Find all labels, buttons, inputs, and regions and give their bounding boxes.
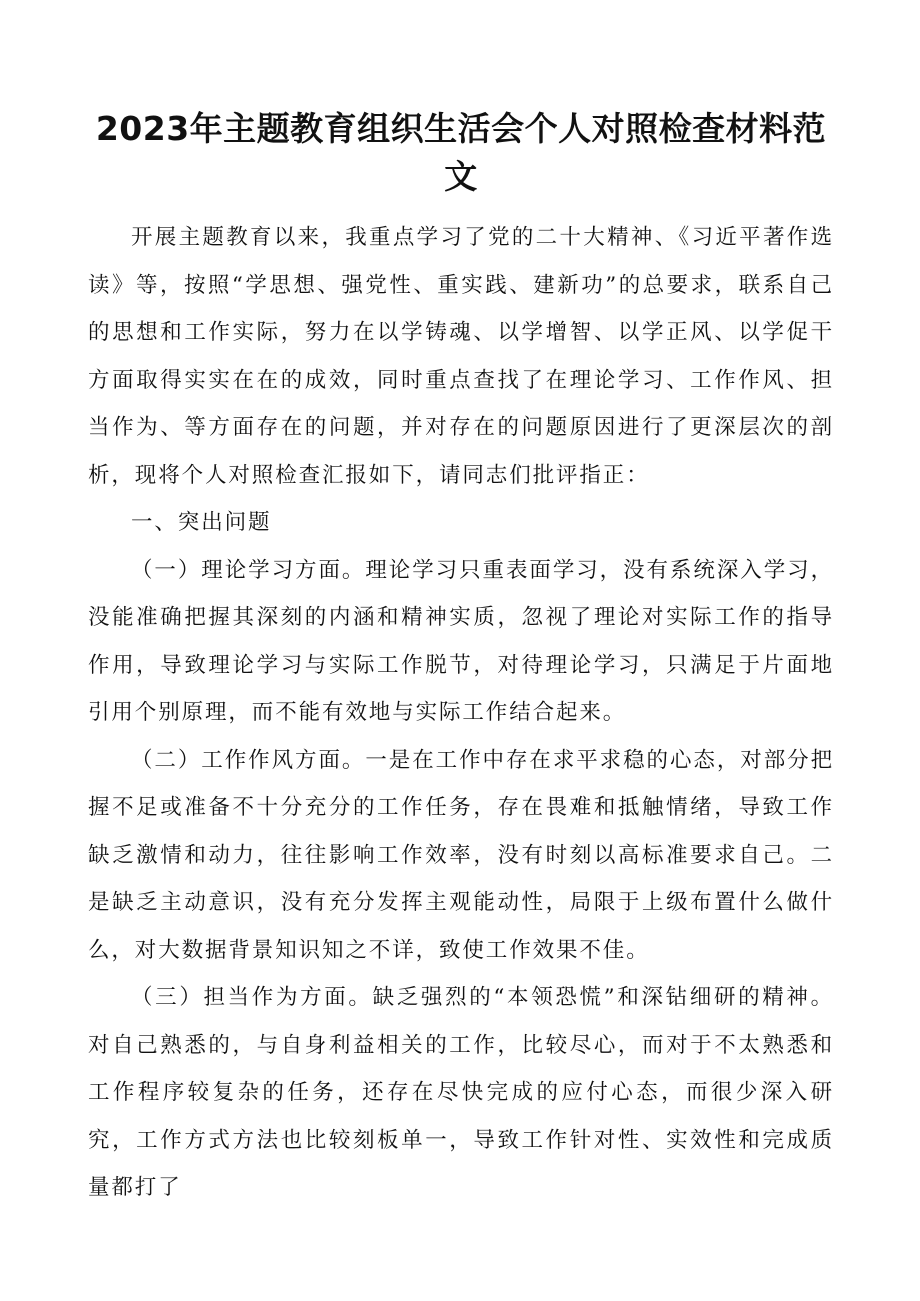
paragraph-theory-study: （一）理论学习方面。理论学习只重表面学习，没有系统深入学习，没能准确把握其深刻的内涵和精神实质，忽视了理论对实际工作的指导作用，导致理论学习与实际工作脱节，对待理论学习，只满足于片面地引用个别原理，而不能有效地与实际工作结合起来。 bbox=[88, 557, 834, 725]
section-heading: 一、突出问题 bbox=[131, 510, 272, 535]
paragraph-work-style: （二）工作作风方面。一是在工作中存在求平求稳的心态，对部分把握不足或准备不十分充分的工作任务，存在畏难和抵触情绪，导致工作缺乏激情和动力，往往影响工作效率，没有时刻以高标准要求自己。二是缺乏主动意识，没有充分发挥主观能动性，局限于上级布置什么做什么，对大数据背景知识知之不详，致使工作效果不佳。 bbox=[88, 747, 834, 963]
paragraph-responsibility: （三）担当作为方面。缺乏强烈的“本领恐慌”和深钻细研的精神。对自己熟悉的，与自身利益相关的工作，比较尽心，而对于不太熟悉和工作程序较复杂的任务，还存在尽快完成的应付心态，而很少深入研究，工作方式方法也比较刻板单一，导致工作针对性、实效性和完成质量都打了 bbox=[88, 985, 834, 1200]
intro-paragraph: 开展主题教育以来，我重点学习了党的二十大精神、《习近平著作选读》等，按照“学思想、强党性、重实践、建新功”的总要求，联系自己的思想和工作实际，努力在以学铸魂、以学增智、以学正风、以学促干方面取得实实在在的成效，同时重点查找了在理论学习、工作作风、担当作为、等方面存在的问题，并对存在的问题原因进行了更深层次的剖析，现将个人对照检查汇报如下，请同志们批评指正： bbox=[88, 225, 834, 488]
document-title: 2023年主题教育组织生活会个人对照检查材料范文 bbox=[95, 109, 827, 196]
document-body bbox=[88, 214, 834, 1212]
